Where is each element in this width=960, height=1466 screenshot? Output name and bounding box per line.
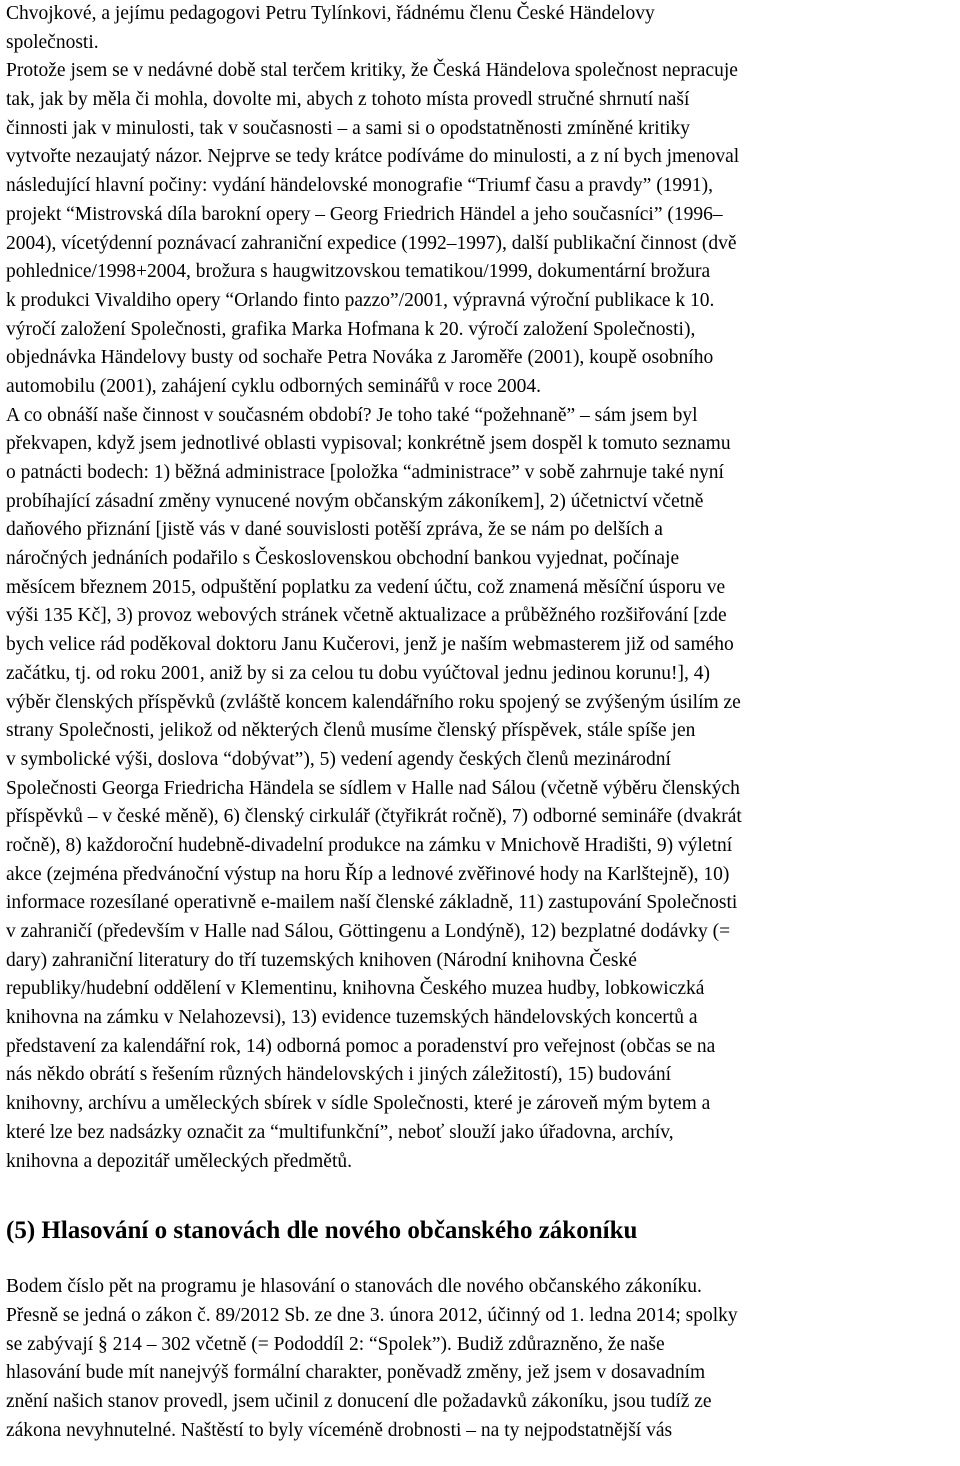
text-line: probíhající zásadní změny vynucené novým občanským zákoníkem], 2) účetnictví včetně <box>6 490 704 512</box>
text-line: k produkci Vivaldiho opery “Orlando finto pazzo”/2001, výpravná výroční publikace k 10. <box>6 289 715 311</box>
text-line: Společnosti Georga Friedricha Händela se sídlem v Halle nad Sálou (včetně výběru členských <box>6 777 740 799</box>
text-line: knihovna a depozitář uměleckých předmětů. <box>6 1150 352 1172</box>
document-page <box>6 0 958 1445</box>
text-line: Přesně se jedná o zákon č. 89/2012 Sb. ze dne 3. února 2012, účinný od 1. ledna 2014; spolky <box>6 1304 738 1326</box>
text-line: knihovna na zámku v Nelahozevsi), 13) evidence tuzemských händelovských koncertů a <box>6 1007 698 1029</box>
text-line: Chvojkové, a jejímu pedagogovi Petru Tylínkovi, řádnému členu České Händelovy <box>6 3 655 24</box>
text-line: se zabývají § 214 – 302 včetně (= Pododdíl 2: “Spolek”). Budiž zdůrazněno, že naše <box>6 1333 665 1355</box>
text-line: příspěvků – v české měně), 6) členský cirkulář (čtyřikrát ročně), 7) odborné semináře (dvakrát <box>6 806 742 828</box>
text-line: bych velice rád poděkoval doktoru Janu Kučerovi, jenž je naším webmasterem již od samého <box>6 634 734 656</box>
text-line: vytvořte nezaujatý názor. Nejprve se tedy krátce podíváme do minulosti, a z ní bych jmenoval <box>6 146 740 168</box>
section-heading: (5) Hlasování o stanovách dle nového občanského zákoníku <box>6 1217 638 1245</box>
text-line: výročí založení Společnosti, grafika Marka Hofmana k 20. výročí založení Společnosti), <box>6 318 696 340</box>
text-line: objednávka Händelovy busty od sochaře Petra Nováka z Jaroměře (2001), koupě osobního <box>6 347 714 369</box>
text-line: daňového přiznání [jistě vás v dané souvislosti potěší zpráva, že se nám po delších a <box>6 519 663 541</box>
text-line: strany Společnosti, jelikož od některých členů musíme členský příspěvek, stále spíše jen <box>6 720 696 742</box>
text-line: Bodem číslo pět na programu je hlasování o stanovách dle nového občanského zákoníku. <box>6 1276 702 1298</box>
text-line: v symbolické výši, doslova “dobývat”), 5) vedení agendy českých členů mezinárodní <box>6 748 671 770</box>
text-line: ročně), 8) každoroční hudebně-divadelní produkce na zámku v Mnichově Hradišti, 9) výletní <box>6 834 733 856</box>
text-line: knihovny, archívu a uměleckých sbírek v sídle Společnosti, které je zároveň mým bytem a <box>6 1093 711 1115</box>
heading-spacer <box>6 1247 958 1273</box>
text-line: hlasování bude mít nanejvýš formální charakter, poněvadž změny, jež jsem v dosavadním <box>6 1362 706 1384</box>
text-line: výběr členských příspěvků (zvláště koncem kalendářního roku spojený se zvýšeným úsilím ze <box>6 691 741 713</box>
text-line: dary) zahraniční literatury do tří tuzemských knihoven (Národní knihovna České <box>6 949 637 971</box>
paragraph-annual-report <box>6 0 958 1176</box>
text-line: automobilu (2001), zahájení cyklu odborných seminářů v roce 2004. <box>6 375 542 397</box>
text-line: činnosti jak v minulosti, tak v současnosti – a sami si o opodstatněnosti zmíněné kritiky <box>6 117 691 139</box>
text-line: výši 135 Kč], 3) provoz webových stránek včetně aktualizace a průběžného rozšiřování [zde <box>6 605 727 627</box>
text-line: zákona nevyhnutelné. Naštěstí to byly víceméně drobnosti – na ty nejpodstatnější vás <box>6 1419 673 1441</box>
text-line: překvapen, když jsem jednotlivé oblasti vypisoval; konkrétně jsem dospěl k tomuto seznamu <box>6 433 731 455</box>
text-line: měsícem březnem 2015, odpuštění poplatku za vedení účtu, což znamená měsíční úsporu ve <box>6 576 726 598</box>
text-line: nás někdo obrátí s řešením různých händelovských i jiných záležitostí), 15) budování <box>6 1064 671 1086</box>
text-line: začátku, tj. od roku 2001, aniž by si za celou tu dobu vyúčtoval jednu jedinou korunu!], 4) <box>6 662 710 684</box>
text-line: akce (zejména předvánoční výstup na horu Říp a lednové zvěřinové hody na Karlštejně), 10) <box>6 863 730 885</box>
text-line: které lze bez nadsázky označit za “multifunkční”, neboť slouží jako úřadovna, archív, <box>6 1121 674 1143</box>
text-line: informace rozesílané operativně e-mailem naší členské základně, 11) zastupování Společnosti <box>6 892 738 914</box>
text-line: tak, jak by měla či mohla, dovolte mi, abych z tohoto místa provedl stručné shrnutí naší <box>6 89 690 111</box>
text-line: Protože jsem se v nedávné době stal terčem kritiky, že Česká Händelova společnost nepracuje <box>6 60 738 82</box>
text-line: náročných jednáních podařilo s Československou obchodní bankou vyjednat, počínaje <box>6 548 680 570</box>
text-line: A co obnáší naše činnost v současném období? Je toho také “požehnaně” – sám jsem byl <box>6 404 698 426</box>
text-line: projekt “Mistrovská díla barokní opery – Georg Friedrich Händel a jeho současníci” (1996– <box>6 203 723 225</box>
text-line: pohlednice/1998+2004, brožura s haugwitzovskou tematikou/1999, dokumentární brožura <box>6 261 711 283</box>
text-line: v zahraničí (především v Halle nad Sálou, Göttingenu a Londýně), 12) bezplatné dodávky (= <box>6 921 731 942</box>
text-line: společnosti. <box>6 31 99 53</box>
text-line: o patnácti bodech: 1) běžná administrace [položka “administrace” v sobě zahrnuje také nyní <box>6 462 724 483</box>
text-line: republiky/hudební oddělení v Klementinu, knihovna Českého muzea hudby, lobkowiczká <box>6 978 705 1000</box>
text-line: znění našich stanov provedl, jsem učinil z donucení dle požadavků zákoníku, jsou tudíž ze <box>6 1390 712 1412</box>
paragraph-statutes-vote <box>6 1273 958 1445</box>
text-line: následující hlavní počiny: vydání händelovské monografie “Triumf času a pravdy” (1991), <box>6 175 714 197</box>
text-line: představení za kalendářní rok, 14) odborná pomoc a poradenství pro veřejnost (občas se na <box>6 1035 716 1057</box>
text-line: 2004), vícetýdenní poznávací zahraniční expedice (1992–1997), další publikační činnost (dvě <box>6 232 737 254</box>
paragraph-spacer <box>6 1176 958 1215</box>
